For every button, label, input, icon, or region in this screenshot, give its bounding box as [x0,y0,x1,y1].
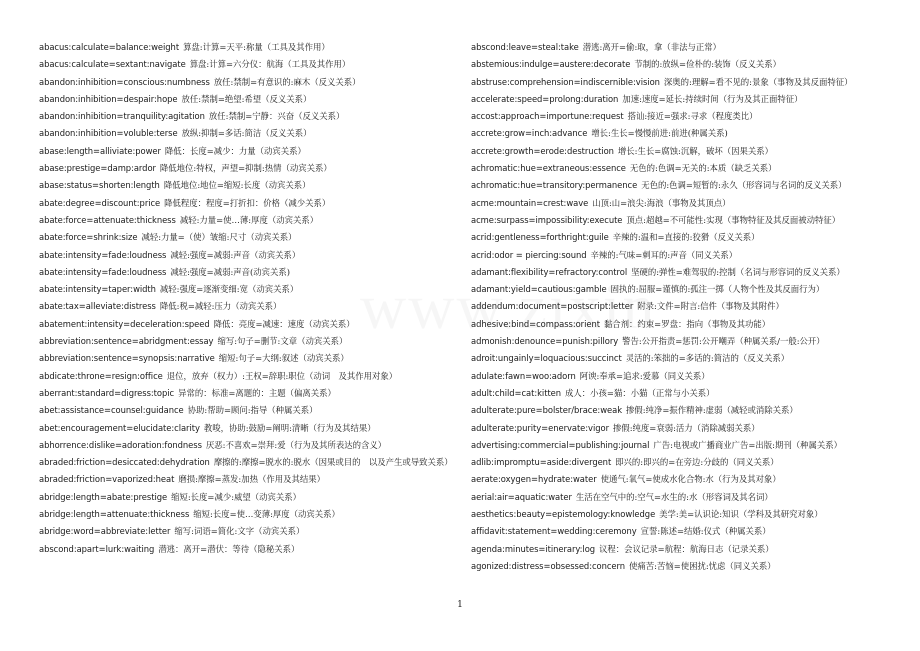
analogy-chinese: 摩擦的:摩擦=脱水的:脱水（因果或目的 以及产生或导致关系） [213,457,453,468]
analogy-chinese: 放任:禁制=宁静：兴奋（反义关系） [208,111,345,122]
analogy-entry [471,402,886,419]
analogy-entry [39,195,457,212]
analogy-english: abacus:calculate=sextant:navigate [39,59,186,70]
analogy-entry [471,108,886,125]
analogy-english: acme:mountain=crest:wave [471,197,589,208]
analogy-entry [39,108,457,125]
analogy-chinese: 减轻:力量=使…薄:厚度（动宾关系） [179,214,319,225]
analogy-chinese: 减轻:强度=减弱:声音(动宾关系) [170,266,291,277]
analogy-english: adlib:impromptu=aside:divergent [471,457,612,468]
analogy-entry [39,247,457,264]
analogy-entry [471,489,886,506]
analogy-english: abatement:intensity=deceleration:speed [39,318,210,329]
analogy-chinese: 辛辣的:气味=刺耳的:声音（同义关系） [590,249,738,260]
analogy-english: abraded:friction=vaporized:heat [39,474,175,485]
analogy-entry [471,229,886,246]
analogy-chinese: 掺假:纯净=振作精神:虚弱（减轻或消除关系） [626,405,798,416]
analogy-english: adroit:ungainly=loquacious:succinct [471,353,622,364]
analogy-entry [39,454,457,471]
analogy-chinese: 降低：长度=减少：力量（动宾关系） [164,145,306,156]
right-column [471,39,886,575]
analogy-english: abase:length=alliviate:power [39,145,161,156]
analogy-english: affidavit:statement=wedding:ceremony [471,526,637,537]
analogy-english: aerial:air=aquatic:water [471,491,572,502]
analogy-chinese: 灵活的:笨拙的=多话的:简洁的（反义关系） [625,353,790,364]
analogy-chinese: 协助:帮助=顾问:指导（种属关系） [187,405,318,416]
analogy-chinese: 增长:生长=腐蚀:沉解，破坏（因果关系） [617,145,773,156]
analogy-chinese: 教唆，协助:鼓励=阐明:清晰（行为及其结果） [203,422,376,433]
analogy-english: abridge:length=abate:prestige [39,491,168,502]
left-column [39,39,457,558]
analogy-chinese: 潜逃:离开=偷:取，拿（非法与正常） [582,42,722,52]
analogy-entry [39,229,457,246]
analogy-chinese: 坚硬的:弹性=难驾驭的:控制（名词与形容词的反义关系） [631,266,845,277]
analogy-english: abraded:friction=desiccated:dehydration [39,457,210,468]
analogy-entry [471,316,886,333]
analogy-chinese: 附录:文件=附言:信件（事物及其附件） [637,301,784,312]
analogy-entry [39,177,457,194]
analogy-entry [471,558,886,575]
analogy-english: admonish:denounce=punish:pillory [471,336,619,347]
analogy-entry [471,91,886,108]
analogy-entry [39,91,457,108]
analogy-english: adult:child=cat:kitten [471,387,562,398]
analogy-english: abase:status=shorten:length [39,180,160,191]
analogy-chinese: 缩写:词语=简化:文字（动宾关系） [174,526,305,537]
analogy-english: adulate:fawn=woo:adorn [471,370,576,381]
analogy-english: acme:surpass=impossibility:execute [471,214,623,225]
analogy-entry [39,420,457,437]
analogy-chinese: 固执的:屈服=谨慎的:孤注一掷（人物个性及其反面行为） [610,284,825,295]
analogy-chinese: 降低地位:地位=缩短:长度（动宾关系） [163,180,311,191]
analogy-english: achromatic:hue=transitory:permanence [471,180,638,191]
analogy-entry [471,523,886,540]
analogy-english: aesthetics:beauty=epistemology:knowledge [471,509,656,520]
analogy-english: acrid:gentleness=forthright:guile [471,232,609,243]
analogy-english: abandon:inhibition=tranquility:agitation [39,111,205,122]
analogy-english: abandon:inhibition=despair:hope [39,93,178,104]
analogy-entry [471,74,886,91]
analogy-chinese: 阿谀:奉承=追求:爱慕（同义关系） [579,370,710,381]
analogy-chinese: 山顶:山=浪尖:海浪（事物及其顶点） [592,197,731,208]
analogy-english: abet:assistance=counsel:guidance [39,405,184,416]
analogy-english: accrete:growth=erode:destruction [471,145,614,156]
analogy-entry [471,420,886,437]
analogy-chinese: 降低:税=减轻:压力（动宾关系） [159,301,282,312]
analogy-chinese: 算盘:计算=天平:称量（工具及其作用） [183,42,330,52]
analogy-chinese: 退位，放弃（权力）:王权=辞职:职位（动词 及其作用对象） [166,370,398,381]
analogy-entry [39,160,457,177]
analogy-english: abridge:length=attenuate:thickness [39,509,190,520]
analogy-chinese: 加速:速度=延长:持续时间（行为及其正面特征） [622,93,803,104]
analogy-english: abate:degree=discount:price [39,197,161,208]
analogy-entry [39,350,457,367]
analogy-chinese: 增长:生长=慢慢前进:前进(种属关系) [591,128,728,139]
analogy-chinese: 辛辣的:温和=直接的:狡猾（反义关系） [612,232,760,243]
analogy-english: abhorrence:dislike=adoration:fondness [39,439,202,450]
analogy-chinese: 广告:电视或广播商业广告=出版:期刊（种属关系） [653,439,842,450]
analogy-entry [39,264,457,281]
analogy-chinese: 异常的：标准=离题的：主题（偏离关系） [178,387,336,398]
analogy-entry [39,437,457,454]
analogy-entry [39,402,457,419]
analogy-chinese: 即兴的:即兴的=在旁边:分歧的（同义关系） [615,457,779,468]
analogy-entry [471,143,886,160]
analogy-english: abstemious:indulge=austere:decorate [471,59,631,70]
analogy-english: aerate:oxygen=hydrate:water [471,474,597,485]
analogy-chinese: 缩写:句子=删节:文章（动宾关系） [217,336,348,347]
analogy-chinese: 深奥的:理解=看不见的:景象（事物及其反面特征） [663,76,853,87]
analogy-chinese: 厌恶:不喜欢=崇拜:爱（行为及其所表达的含义） [205,439,387,450]
analogy-entry [471,298,886,315]
analogy-entry [471,212,886,229]
analogy-entry [471,264,886,281]
analogy-entry [39,506,457,523]
analogy-entry [471,177,886,194]
analogy-entry [471,454,886,471]
analogy-english: abacus:calculate=balance:weight [39,42,180,52]
analogy-entry [39,523,457,540]
analogy-english: abate:force=shrink:size [39,232,138,243]
analogy-chinese: 掺假:纯度=衰弱:活力（消除减弱关系） [612,422,760,433]
analogy-entry [39,368,457,385]
analogy-english: agenda:minutes=itinerary:log [471,543,596,554]
analogy-entry [39,316,457,333]
analogy-english: abate:force=attenuate:thickness [39,214,176,225]
analogy-chinese: 无色的:色调=短暂的:永久（形容词与名词的反义关系） [641,180,847,191]
analogy-entry [471,541,886,558]
analogy-chinese: 缩短:句子=大纲:叙述（动宾关系） [218,353,349,364]
analogy-entry [471,350,886,367]
analogy-entry [471,195,886,212]
analogy-entry [39,56,457,73]
analogy-entry [39,39,457,56]
analogy-chinese: 成人：小孩=猫：小猫（正常与小关系） [565,387,715,398]
analogy-entry [39,143,457,160]
analogy-chinese: 使通气:氧气=使成水化合物:水（行为及其对象） [600,474,781,485]
analogy-entry [471,368,886,385]
analogy-chinese: 警告:公开指责=惩罚:公开嘲弄（种属关系/一般:公开） [622,336,825,347]
analogy-english: accost:approach=importune:request [471,111,624,122]
analogy-entry [471,56,886,73]
analogy-entry [39,212,457,229]
analogy-english: agonized:distress=obsessed:concern [471,560,626,571]
analogy-chinese: 降低：亮度=减速：速度（动宾关系） [213,318,355,329]
analogy-chinese: 降低地位:特权，声望=抑制:热情（动宾关系） [159,163,332,174]
analogy-english: abscond:apart=lurk:waiting [39,543,155,554]
page-number: 1 [457,600,463,610]
analogy-entry [39,385,457,402]
analogy-chinese: 减轻:强度=减弱:声音（动宾关系） [170,249,301,260]
analogy-chinese: 顶点:超越=不可能性:实现（事物特征及其反面被动特征） [626,214,841,225]
analogy-entry [471,437,886,454]
analogy-entry [471,385,886,402]
analogy-chinese: 潜逃：离开=潜伏：等待（隐秘关系） [158,543,300,554]
analogy-chinese: 缩短:长度=使…变薄:厚度（动宾关系） [193,509,340,520]
analogy-english: adamant:flexibility=refractory:control [471,266,628,277]
analogy-entry [471,125,886,142]
analogy-english: adulterate:purity=enervate:vigor [471,422,609,433]
analogy-english: aberrant:standard=digress:topic [39,387,175,398]
analogy-english: abbreviation:sentence=synopsis:narrative [39,353,215,364]
analogy-english: abandon:inhibition=voluble:terse [39,128,178,139]
analogy-english: abstruse:comprehension=indiscernible:vision [471,76,660,87]
analogy-chinese: 无色的:色调=无关的:本质（缺乏关系） [629,163,777,174]
analogy-entry [471,506,886,523]
analogy-chinese: 节制的:放纵=俭朴的:装饰（反义关系） [634,59,782,70]
analogy-english: adhesive:bind=compass:orient [471,318,600,329]
analogy-english: abate:intensity=taper:width [39,284,156,295]
analogy-entry [39,333,457,350]
analogy-entry [471,333,886,350]
analogy-english: acrid:odor = piercing:sound [471,249,587,260]
analogy-chinese: 放纵:抑制=多话:简洁（反义关系） [181,128,312,139]
analogy-entry [39,489,457,506]
analogy-english: advertising:commercial=publishing:journal [471,439,650,450]
analogy-english: abate:intensity=fade:loudness [39,249,167,260]
analogy-english: abridge:word=abbreviate:letter [39,526,171,537]
analogy-english: accrete:grow=inch:advance [471,128,588,139]
analogy-entry [39,541,457,558]
analogy-entry [471,160,886,177]
analogy-english: abate:tax=alleviate:distress [39,301,156,312]
analogy-entry [471,471,886,488]
analogy-chinese: 黏合剂：约束=罗盘：指向（事物及其功能） [603,318,771,329]
analogy-chinese: 议程：会议记录=航程：航海日志（记录关系） [599,543,774,554]
analogy-entry [39,471,457,488]
analogy-entry [39,74,457,91]
analogy-english: abbreviation:sentence=abridgment:essay [39,336,214,347]
analogy-chinese: 放任:禁制=有意识的:麻木（反义关系） [213,76,361,87]
analogy-chinese: 减轻:强度=逐渐变细:宽（动宾关系） [159,284,299,295]
analogy-entry [471,39,886,56]
analogy-chinese: 磨损:摩擦=蒸发:加热（作用及其结果） [178,474,325,485]
analogy-chinese: 美学:美=认识论:知识（学科及其研究对象） [659,509,823,520]
analogy-entry [39,281,457,298]
analogy-chinese: 生活在空气中的:空气=水生的:水（形容词及其名词） [575,491,773,502]
analogy-chinese: 搭讪:接近=强求:寻求（程度类比） [627,111,758,122]
analogy-chinese: 缩短:长度=减少:威望（动宾关系） [171,491,302,502]
analogy-english: abet:encouragement=elucidate:clarity [39,422,200,433]
analogy-chinese: 减轻:力量=（使）皱缩:尺寸（动宾关系） [141,232,297,243]
analogy-chinese: 使痛苦:苦恼=使困扰:忧虑（同义关系） [629,560,776,571]
analogy-english: abate:intensity=fade:loudness [39,266,167,277]
analogy-chinese: 算盘:计算=六分仪：航海（工具及其作用） [189,59,351,70]
analogy-chinese: 宣誓:陈述=结婚:仪式（种属关系） [640,526,771,537]
analogy-english: abscond:leave=steal:take [471,42,579,52]
analogy-english: achromatic:hue=extraneous:essence [471,163,626,174]
analogy-entry [39,125,457,142]
analogy-english: accelerate:speed=prolong:duration [471,93,619,104]
analogy-entry [471,247,886,264]
analogy-english: abandon:inhibition=conscious:numbness [39,76,210,87]
analogy-english: abase:prestige=damp:ardor [39,163,156,174]
analogy-english: abdicate:throne=resign:office [39,370,163,381]
analogy-entry [471,281,886,298]
analogy-chinese: 放任:禁制=绝望:希望（反义关系） [181,93,312,104]
analogy-english: addendum:document=postscript:letter [471,301,634,312]
analogy-chinese: 降低程度：程度=打折扣：价格（减少关系） [164,197,331,208]
analogy-entry [39,298,457,315]
analogy-english: adulterate:pure=bolster/brace:weak [471,405,622,416]
analogy-english: adamant:yield=cautious:gamble [471,284,607,295]
